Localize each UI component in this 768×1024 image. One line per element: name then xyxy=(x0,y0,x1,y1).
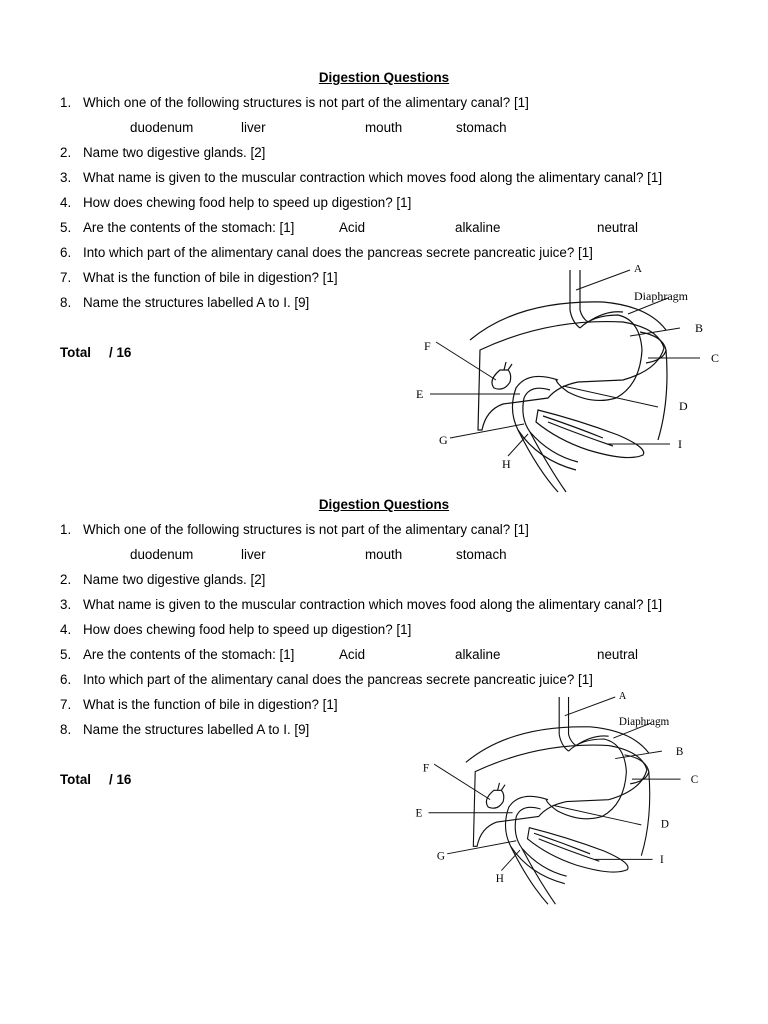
question-number: 8. xyxy=(60,295,72,310)
total-score xyxy=(60,772,131,787)
question-number: 1. xyxy=(60,522,72,537)
label-c: C xyxy=(690,773,699,786)
label-line-a xyxy=(576,270,630,290)
question-number: 1. xyxy=(60,95,72,110)
digestive-system-diagram xyxy=(408,690,718,907)
label-b: B xyxy=(675,745,684,758)
option-liver: liver xyxy=(241,547,266,562)
label-line-h xyxy=(508,434,528,456)
question-number: 7. xyxy=(60,270,72,285)
digestive-system-diagram xyxy=(408,263,720,495)
question-number: 5. xyxy=(60,647,72,662)
option-acid: Acid xyxy=(339,647,366,662)
total-label: Total xyxy=(60,772,91,787)
question-text: Which one of the following structures is not part of the alimentary canal? [1] xyxy=(83,95,529,110)
label-a: A xyxy=(634,263,642,275)
label-line-g xyxy=(450,424,524,438)
question-text: What is the function of bile in digestion? [1] xyxy=(83,270,338,285)
label-line-a xyxy=(565,697,615,716)
option-alkaline: alkaline xyxy=(455,220,501,235)
question-number: 8. xyxy=(60,722,72,737)
label-e: E xyxy=(416,387,424,401)
worksheet-1 xyxy=(0,62,768,489)
label-d: D xyxy=(660,818,670,831)
question-number: 3. xyxy=(60,170,72,185)
worksheet-2 xyxy=(0,489,768,916)
option-liver: liver xyxy=(241,120,266,135)
label-i: I xyxy=(678,437,682,451)
option-neutral: neutral xyxy=(597,647,638,662)
question-text: Are the contents of the stomach: [1] xyxy=(83,647,295,662)
label-g: G xyxy=(439,433,448,447)
question-text: How does chewing food help to speed up digestion? [1] xyxy=(83,195,412,210)
option-stomach: stomach xyxy=(456,547,507,562)
question-text: Name two digestive glands. [2] xyxy=(83,145,266,160)
worksheet-title: Digestion Questions xyxy=(318,70,450,85)
total-score-value: / 16 xyxy=(109,345,132,360)
option-duodenum: duodenum xyxy=(130,120,194,135)
label-d: D xyxy=(679,399,688,413)
label-b: B xyxy=(695,321,704,335)
label-diaphragm: Diaphragm xyxy=(634,289,688,303)
label-c: C xyxy=(711,351,720,365)
question-text: Name two digestive glands. [2] xyxy=(83,572,266,587)
label-e: E xyxy=(415,807,423,820)
option-mouth: mouth xyxy=(365,120,403,135)
option-duodenum: duodenum xyxy=(130,547,194,562)
question-text: What is the function of bile in digestion? [1] xyxy=(83,697,338,712)
question-text: How does chewing food help to speed up digestion? [1] xyxy=(83,622,412,637)
label-line-f xyxy=(434,764,490,799)
label-g: G xyxy=(436,850,446,863)
question-number: 2. xyxy=(60,572,72,587)
worksheet-title: Digestion Questions xyxy=(318,497,450,512)
label-f: F xyxy=(424,339,431,353)
question-number: 4. xyxy=(60,622,72,637)
question-number: 2. xyxy=(60,145,72,160)
question-text: Name the structures labelled A to I. [9] xyxy=(83,722,310,737)
label-i: I xyxy=(660,854,664,867)
option-alkaline: alkaline xyxy=(455,647,501,662)
label-f: F xyxy=(422,762,430,775)
question-text: Are the contents of the stomach: [1] xyxy=(83,220,295,235)
option-neutral: neutral xyxy=(597,220,638,235)
question-text: Into which part of the alimentary canal does the pancreas secrete pancreatic juice? [1] xyxy=(83,672,593,687)
question-text: Into which part of the alimentary canal does the pancreas secrete pancreatic juice? [1] xyxy=(83,245,593,260)
question-number: 6. xyxy=(60,245,72,260)
total-score xyxy=(60,345,131,360)
label-a: A xyxy=(618,690,627,702)
diagram-outline xyxy=(466,697,650,904)
total-score-value: / 16 xyxy=(109,772,132,787)
question-number: 4. xyxy=(60,195,72,210)
option-mouth: mouth xyxy=(365,547,403,562)
label-diaphragm: Diaphragm xyxy=(618,716,670,728)
label-line-f xyxy=(436,342,496,380)
question-number: 3. xyxy=(60,597,72,612)
label-h: H xyxy=(502,457,511,471)
question-number: 7. xyxy=(60,697,72,712)
label-h: H xyxy=(495,872,504,885)
question-number: 6. xyxy=(60,672,72,687)
question-text: Name the structures labelled A to I. [9] xyxy=(83,295,310,310)
label-line-h xyxy=(501,850,520,871)
question-text: Which one of the following structures is not part of the alimentary canal? [1] xyxy=(83,522,529,537)
question-number: 5. xyxy=(60,220,72,235)
label-line-g xyxy=(447,841,516,854)
option-acid: Acid xyxy=(339,220,366,235)
question-text: What name is given to the muscular contraction which moves food along the alimentary canal? [1] xyxy=(83,170,663,185)
question-text: What name is given to the muscular contraction which moves food along the alimentary canal? [1] xyxy=(83,597,663,612)
diagram-outline xyxy=(470,270,667,492)
option-stomach: stomach xyxy=(456,120,507,135)
total-label: Total xyxy=(60,345,91,360)
